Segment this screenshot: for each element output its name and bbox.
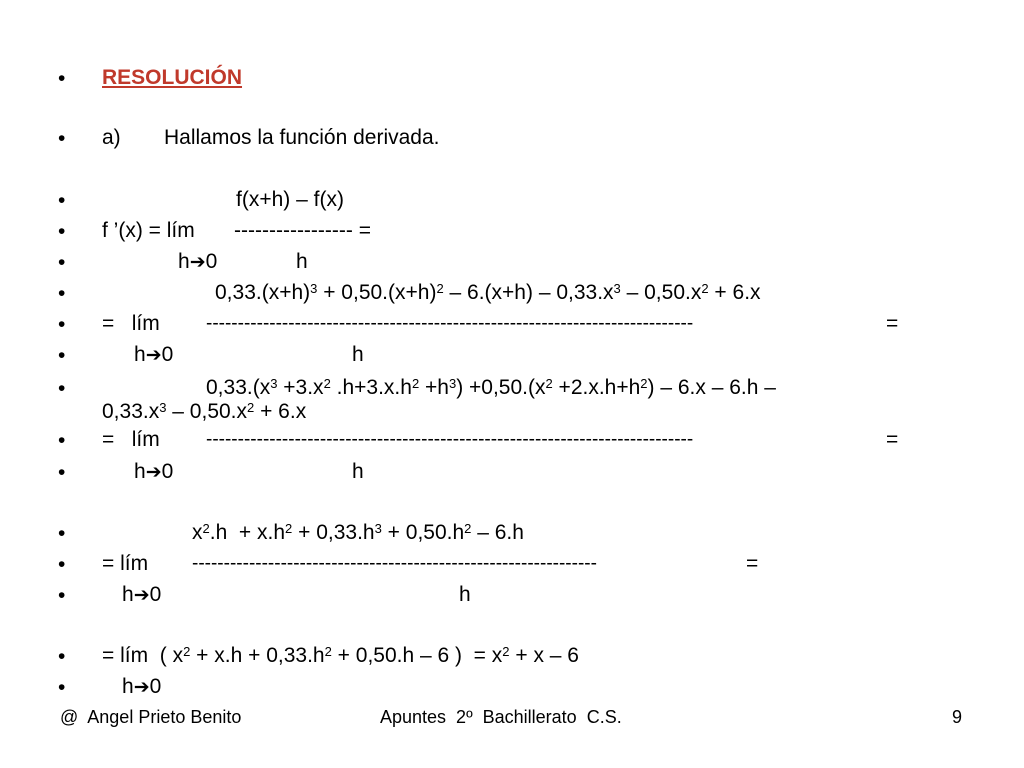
step1-limit: h➔0 (134, 343, 174, 366)
step3-denominator: h (459, 583, 471, 606)
bullet: • (58, 461, 66, 484)
bullet: • (58, 377, 66, 400)
footer-course: Apuntes 2º Bachillerato C.S. (380, 707, 622, 727)
def-limit (178, 250, 217, 275)
step1-numerator: $0,33.(x+h)^3 + 0,50.(x+h)^2 - 6.(x+h) - 0,33.x^3 - 0,50.x^2 + 6.x$ (215, 281, 761, 304)
step-a-label: a) (102, 126, 121, 149)
right-arrow-icon: ➔ (145, 462, 162, 483)
bullet: • (58, 645, 66, 668)
step2-numerator-line2: $0,33.x^3 - 0,50.x^2 + 6.x$ (102, 400, 307, 423)
footer-page-number: 9 (952, 707, 963, 727)
bullet: • (58, 67, 66, 90)
bullet: • (58, 127, 66, 150)
step4-limit: h➔0 (122, 675, 162, 698)
limit-variable: h (178, 250, 190, 273)
bullet: • (58, 584, 66, 607)
step1-dashes: ----------------------------------------------------------------------------- (206, 313, 694, 334)
slide-title: RESOLUCIÓN (102, 66, 243, 89)
step-a-text: Hallamos la función derivada. (164, 126, 440, 149)
bullet: • (58, 553, 66, 576)
step2-denominator: h (352, 460, 364, 483)
footer-author: @ Angel Prieto Benito (60, 707, 242, 727)
step3-numerator: $x^2.h + x.h^2 + 0,33.h^3 + 0,50.h^2 - 6.h$ (192, 521, 524, 544)
def-denominator: h (296, 250, 308, 273)
step2-lhs: = lím (102, 428, 160, 451)
step3-dashes: ---------------------------------------------------------------- (192, 553, 597, 574)
bullet: • (58, 522, 66, 545)
right-arrow-icon: ➔ (145, 345, 162, 366)
step2-dashes: ----------------------------------------------------------------------------- (206, 429, 694, 450)
step1-lhs: = lím (102, 312, 160, 335)
bullet: • (58, 313, 66, 336)
def-lhs: f ’(x) = lím (102, 219, 195, 242)
step2-eq: = (886, 428, 899, 451)
step4-result: = lím ( $x^2 + x.h + 0,33.h^2 + 0,50.h - 6$ ) = $x^2 + x - 6$ (102, 644, 579, 667)
bullet: • (58, 220, 66, 243)
bullet: • (58, 282, 66, 305)
bullet: • (58, 676, 66, 699)
def-numerator: f(x+h) – f(x) (236, 188, 344, 211)
bullet: • (58, 344, 66, 367)
right-arrow-icon: ➔ (189, 252, 206, 273)
step3-limit: h➔0 (122, 583, 162, 606)
bullet: • (58, 251, 66, 274)
step1-denominator: h (352, 343, 364, 366)
step2-numerator: $0,33.(x^3 +3.x^2$ $.h+3.x.h^2 +h^3) +0,50.(x^2 +2.x.h+h^2) - 6.x - 6.h$ – (206, 376, 776, 399)
step3-eq: = (746, 552, 759, 575)
bullet: • (58, 189, 66, 212)
right-arrow-icon: ➔ (133, 585, 150, 606)
step2-limit: h➔0 (134, 460, 174, 483)
def-dashes: ----------------- = (234, 219, 371, 242)
step3-lhs: = lím (102, 552, 149, 575)
limit-target: 0 (205, 250, 218, 273)
bullet: • (58, 429, 66, 452)
step1-eq: = (886, 312, 899, 335)
right-arrow-icon: ➔ (133, 677, 150, 698)
